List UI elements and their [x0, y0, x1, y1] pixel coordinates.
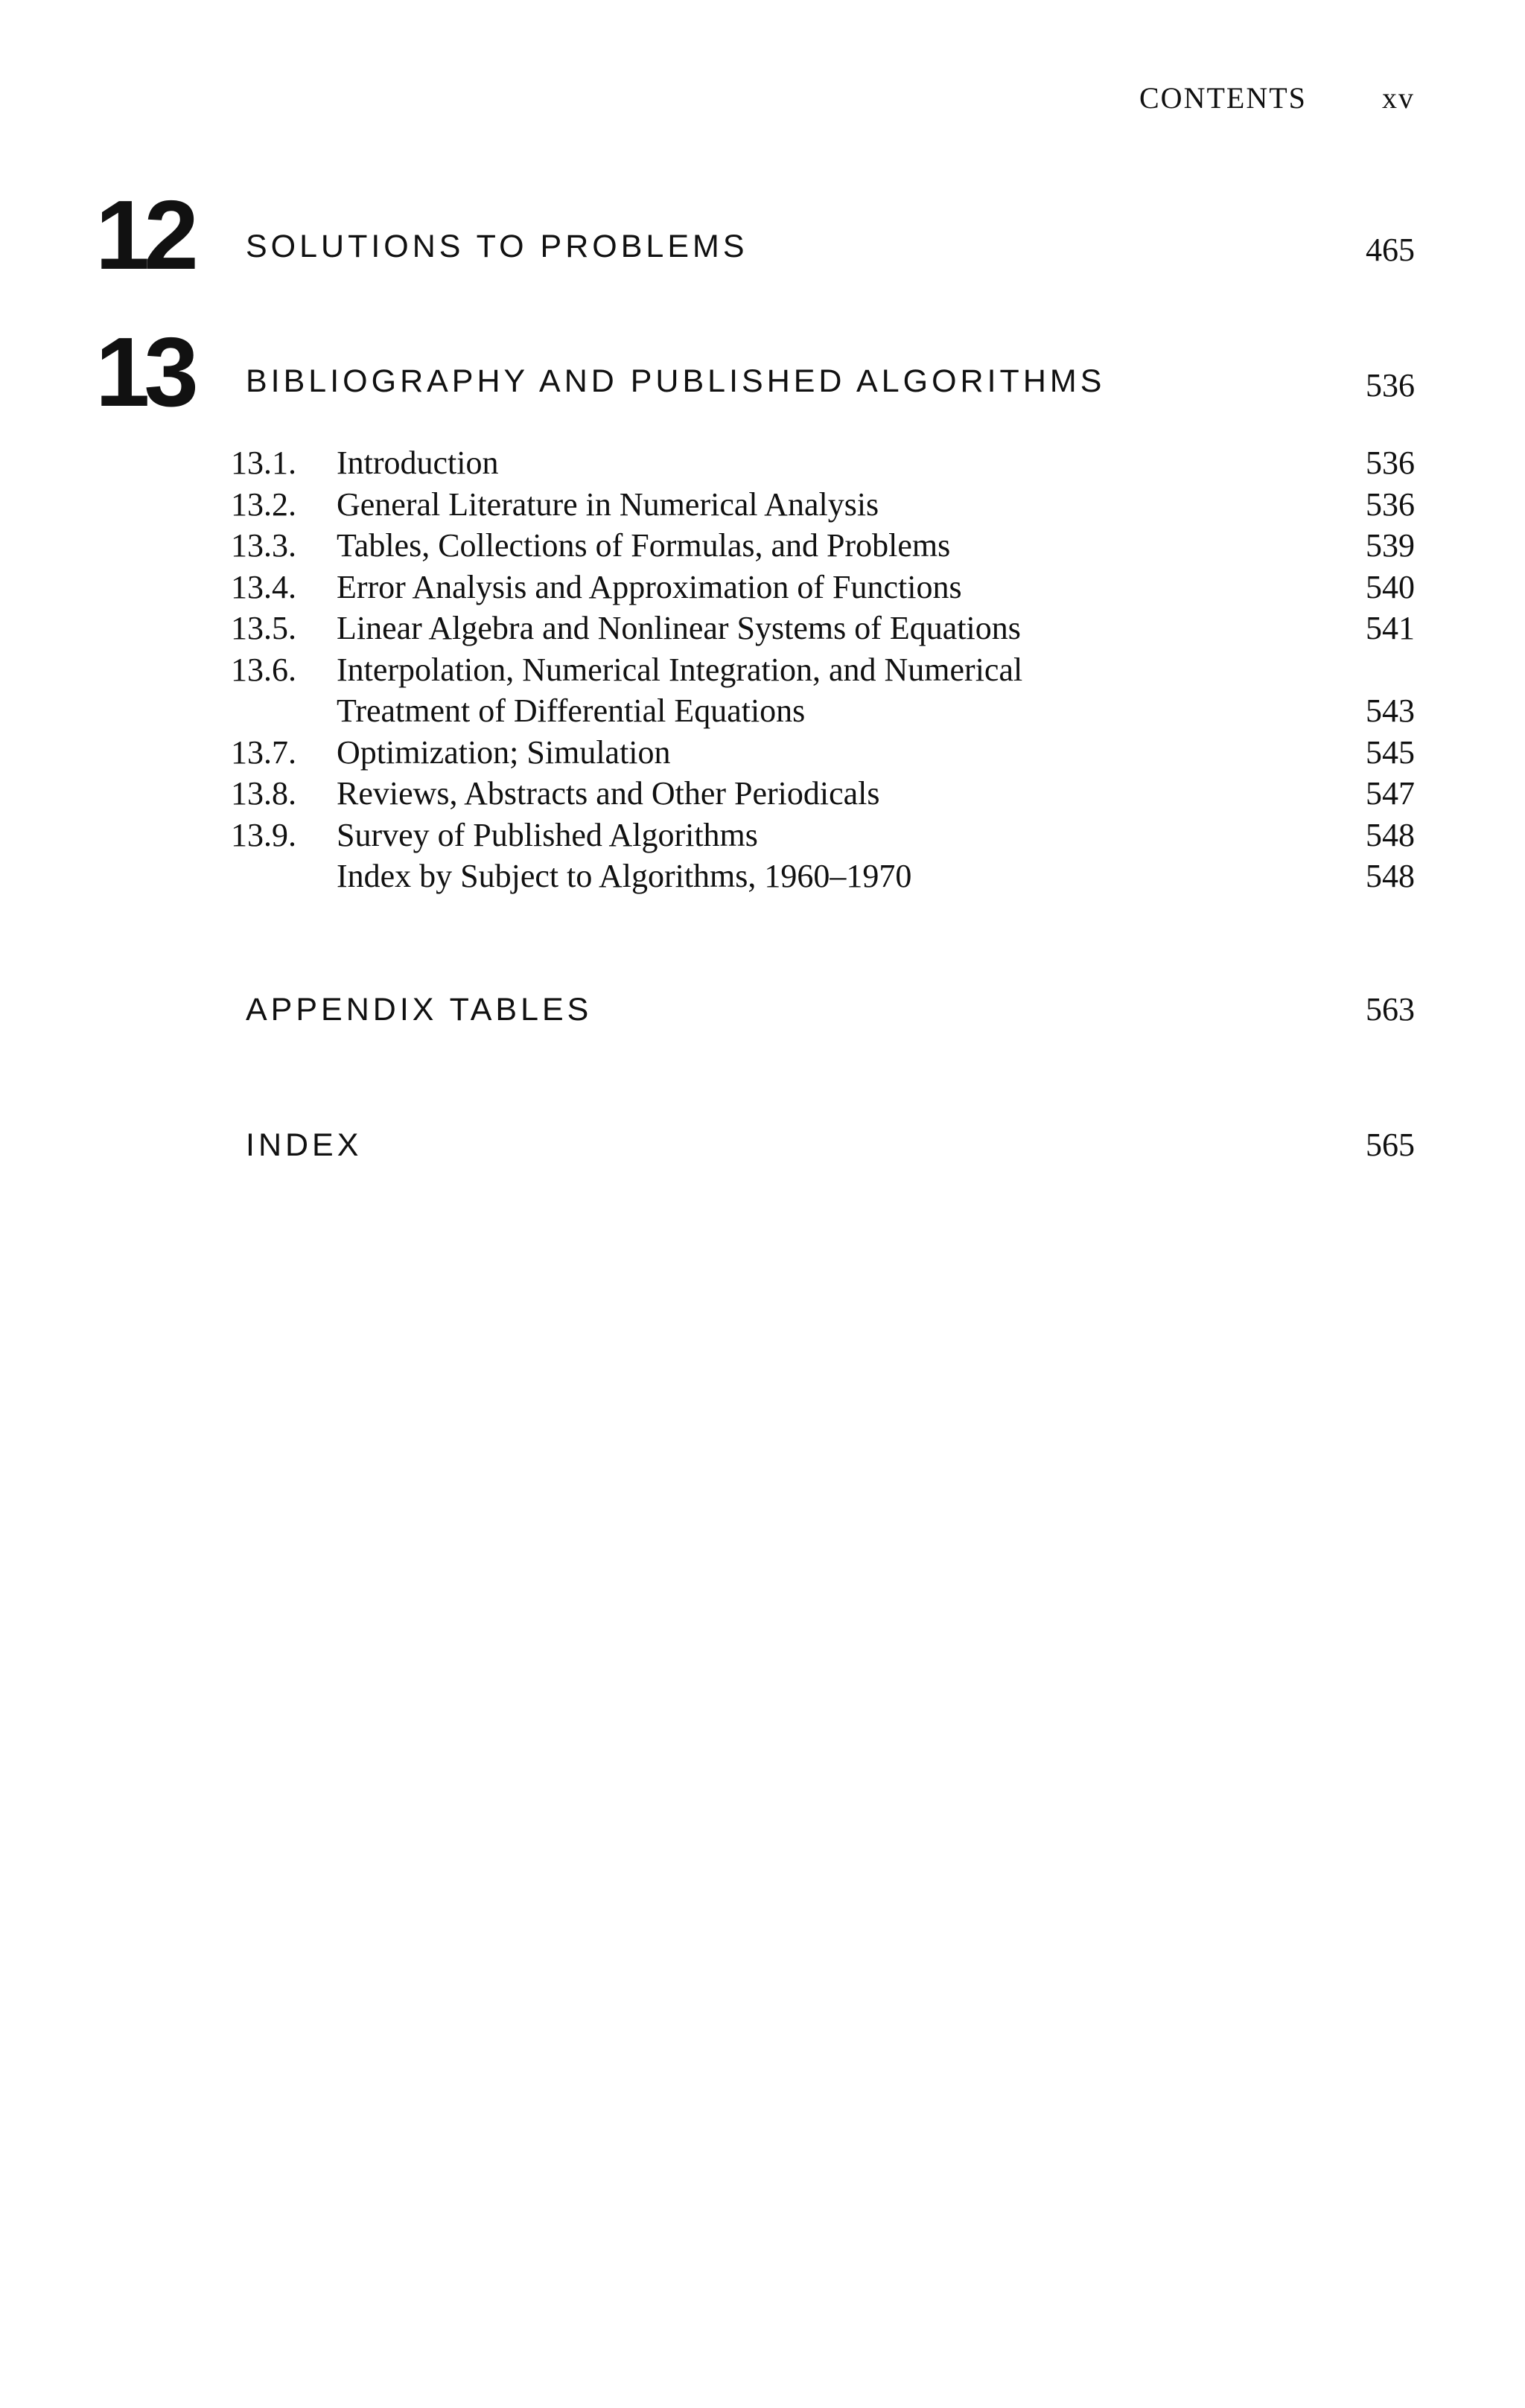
toc-entry[interactable]: [231, 484, 1415, 526]
section-page: 547: [1366, 775, 1415, 812]
section-page: 548: [1366, 816, 1415, 853]
section-number: 13.6.: [231, 651, 296, 688]
section-page: 548: [1366, 858, 1415, 894]
chapter-number: 12: [95, 180, 193, 290]
toc-entry[interactable]: [231, 608, 1415, 649]
toc-entry[interactable]: [231, 442, 1415, 484]
toc-entry[interactable]: [231, 815, 1415, 856]
section-title: Tables, Collections of Formulas, and Problems: [337, 527, 951, 564]
toc-entry[interactable]: [231, 773, 1415, 815]
section-page: 536: [1366, 485, 1415, 523]
toc-entry-index[interactable]: [246, 1126, 1415, 1164]
toc-entry-subentry[interactable]: [231, 856, 1415, 897]
section-page: 545: [1366, 733, 1415, 771]
section-title: Error Analysis and Approximation of Functions: [337, 568, 962, 605]
section-number: 13.7.: [231, 733, 296, 771]
section-title: Optimization; Simulation: [337, 733, 671, 771]
page-number: xv: [1382, 81, 1415, 115]
running-head: [1139, 80, 1415, 125]
section-title: Treatment of Differential Equations: [337, 692, 806, 729]
section-page: 536: [1366, 445, 1415, 481]
back-matter-title: INDEX: [246, 1127, 363, 1163]
section-number: 13.8.: [231, 775, 296, 812]
section-number: 13.2.: [231, 485, 296, 523]
section-title: Linear Algebra and Nonlinear Systems of Equations: [337, 610, 1021, 646]
section-list: [231, 442, 1415, 897]
toc-entry[interactable]: [231, 567, 1415, 608]
section-title: Index by Subject to Algorithms, 1960–1970: [337, 858, 912, 894]
section-title: General Literature in Numerical Analysis: [337, 485, 879, 523]
chapter-page: 536: [1366, 367, 1415, 404]
chapter-title: SOLUTIONS TO PROBLEMS: [246, 229, 748, 264]
running-head-title: CONTENTS: [1139, 81, 1307, 115]
section-title: Survey of Published Algorithms: [337, 816, 758, 853]
section-title: Interpolation, Numerical Integration, and Numerical: [337, 651, 1023, 688]
section-page: 540: [1366, 568, 1415, 605]
section-title: Reviews, Abstracts and Other Periodicals: [337, 775, 880, 812]
section-number: 13.1.: [231, 445, 296, 481]
chapter-title: BIBLIOGRAPHY AND PUBLISHED ALGORITHMS: [246, 363, 1106, 399]
back-matter-page: 563: [1366, 991, 1415, 1028]
toc-entry[interactable]: [231, 649, 1415, 691]
chapter-number: 13: [95, 317, 193, 427]
section-number: 13.9.: [231, 816, 296, 853]
section-page: 543: [1366, 692, 1415, 729]
section-number: 13.3.: [231, 527, 296, 564]
section-number: 13.5.: [231, 610, 296, 646]
section-number: 13.4.: [231, 568, 296, 605]
back-matter-page: 565: [1366, 1127, 1415, 1163]
section-page: 539: [1366, 527, 1415, 564]
toc-entry[interactable]: [231, 525, 1415, 567]
back-matter-title: APPENDIX TABLES: [246, 992, 593, 1028]
chapter-page: 465: [1366, 232, 1415, 268]
section-page: 541: [1366, 610, 1415, 646]
section-title: Introduction: [337, 445, 499, 481]
toc-entry-continuation[interactable]: [231, 690, 1415, 732]
toc-entry-appendix-tables[interactable]: [246, 990, 1415, 1028]
toc-entry[interactable]: [231, 732, 1415, 774]
